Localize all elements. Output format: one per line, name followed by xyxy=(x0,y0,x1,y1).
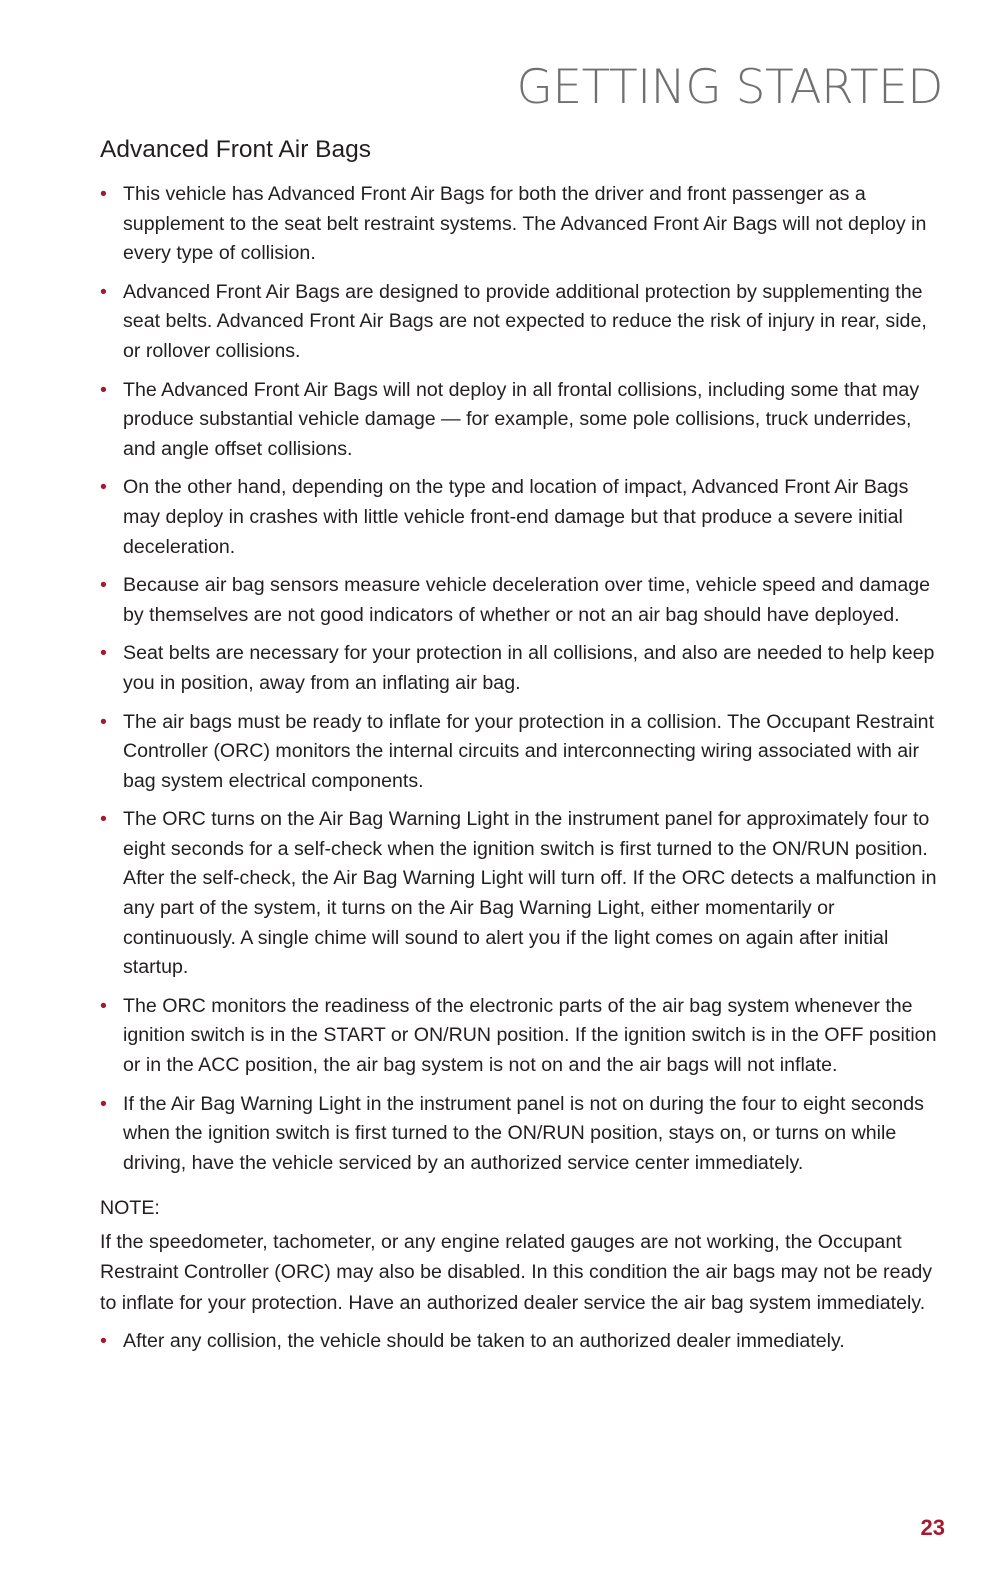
note-text: If the speedometer, tachometer, or any engine related gauges are not working, the Occupant Restraint Controller (ORC) may also be disabled. In this condition the air bags may not be ready to inflate for your protection. Have an authorized dealer service the air bag system immediately. xyxy=(100,1231,933,1314)
list-item xyxy=(100,992,944,1081)
list-item xyxy=(100,805,944,983)
bullet-icon: • xyxy=(100,710,107,733)
bullet-icon: • xyxy=(100,280,107,303)
page-content xyxy=(100,134,944,1366)
list-item xyxy=(100,708,944,797)
page-heading: Advanced Front Air Bags xyxy=(100,136,372,163)
page-number: 23 xyxy=(920,1515,945,1540)
bullet-icon: • xyxy=(100,994,107,1017)
list-item xyxy=(100,1327,944,1357)
note-label: NOTE: xyxy=(100,1197,160,1220)
list-item xyxy=(100,180,944,269)
list-item-text: This vehicle has Advanced Front Air Bags for both the driver and front passenger as a supplement to the seat belt restraint systems. The Advanced Front Air Bags will not deploy in every type of collision. xyxy=(123,183,927,265)
list-item-text: After any collision, the vehicle should be taken to an authorized dealer immediately. xyxy=(123,1330,845,1353)
bullet-list xyxy=(100,180,944,1178)
list-item xyxy=(100,571,944,630)
list-item-text: The ORC turns on the Air Bag Warning Light in the instrument panel for approximately four to eight seconds for a self-check when the ignition switch is first turned to the ON/RUN position. After the self-check, the Air Bag Warning Light will turn off. If the ORC detects a malfunction in any part of the system, it turns on the Air Bag Warning Light, either momentarily or continuously. A single chime will sound to alert you if the light comes on again after initial startup. xyxy=(123,808,937,979)
list-item-text: The ORC monitors the readiness of the electronic parts of the air bag system whenever the ignition switch is in the START or ON/RUN position. If the ignition switch is in the OFF position or in the ACC position, the air bag system is not on and the air bags will not inflate. xyxy=(123,994,937,1077)
list-item xyxy=(100,278,944,367)
list-item-text: If the Air Bag Warning Light in the instrument panel is not on during the four to eight seconds when the ignition switch is first turned to the ON/RUN position, stays on, or turns on while driving, have the vehicle serviced by an authorized service center immediately. xyxy=(123,1092,924,1174)
list-item xyxy=(100,639,944,698)
list-item-text: Because air bag sensors measure vehicle deceleration over time, vehicle speed and damage by themselves are not good indicators of whether or not an air bag should have deployed. xyxy=(123,574,931,626)
list-item-text: Seat belts are necessary for your protection in all collisions, and also are needed to help keep you in position, away from an inflating air bag. xyxy=(123,642,935,694)
list-item xyxy=(100,473,944,562)
final-bullet-list xyxy=(100,1327,944,1357)
list-item-text: The Advanced Front Air Bags will not deploy in all frontal collisions, including some that may produce substantial vehicle damage — for example, some pole collisions, truck underrides, and angle offset collisions. xyxy=(123,378,920,460)
bullet-icon: • xyxy=(100,476,107,499)
bullet-icon: • xyxy=(100,378,107,401)
bullet-icon: • xyxy=(100,642,107,665)
bullet-icon: • xyxy=(100,183,107,205)
list-item-text: On the other hand, depending on the type and location of impact, Advanced Front Air Bags may deploy in crashes with little vehicle front-end damage but that produce a severe initial deceleration. xyxy=(123,476,909,558)
bullet-icon: • xyxy=(100,1330,107,1353)
bullet-icon: • xyxy=(100,808,107,831)
bullet-icon: • xyxy=(100,574,107,597)
bullet-icon: • xyxy=(100,1092,107,1115)
section-title: GETTING STARTED xyxy=(516,60,943,115)
list-item-text: The air bags must be ready to inflate for your protection in a collision. The Occupant Restraint Controller (ORC) monitors the internal circuits and interconnecting wiring associated with air bag system electrical components. xyxy=(123,710,935,792)
list-item xyxy=(100,376,944,465)
list-item xyxy=(100,1090,944,1179)
list-item-text: Advanced Front Air Bags are designed to provide additional protection by supplementing the seat belts. Advanced Front Air Bags are not expected to reduce the risk of injury in rear, side, or rollover collisions. xyxy=(123,280,927,362)
